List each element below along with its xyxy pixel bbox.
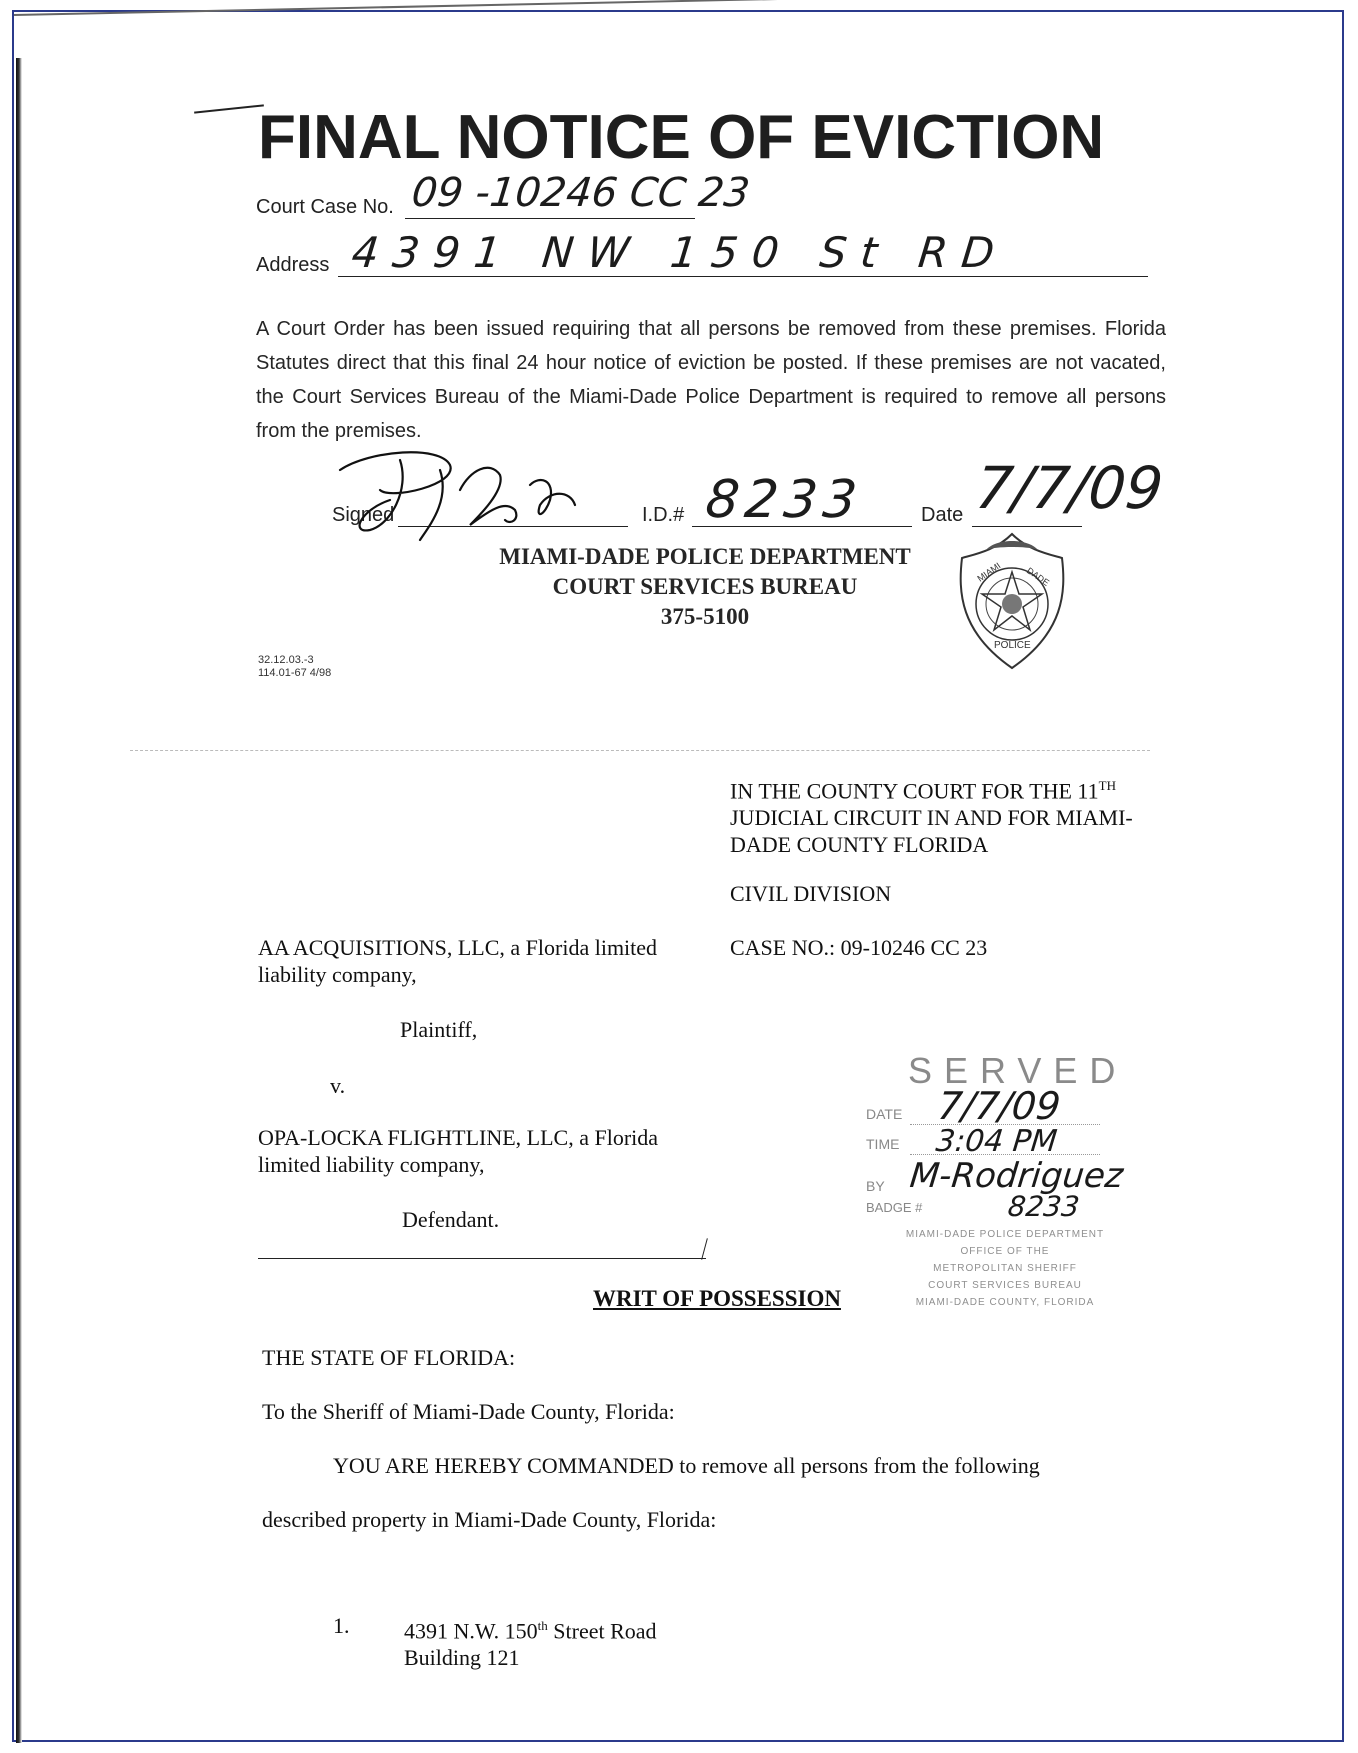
form-code-line1: 32.12.03.-3 (258, 654, 314, 666)
item-address: 4391 N.W. 150 (404, 1618, 538, 1644)
court-line-1: IN THE COUNTY COURT FOR THE 11 (730, 778, 1099, 804)
stamp-time-value: 3:04 PM (934, 1124, 1059, 1159)
command-line-2: described property in Miami-Dade County, Florida: (262, 1507, 717, 1532)
writ-title: WRIT OF POSSESSION (593, 1286, 841, 1311)
signed-label: Signed (332, 504, 395, 526)
seal-text-right: DADE (1024, 565, 1052, 588)
to-sheriff: To the Sheriff of Miami-Dade County, Florida: (262, 1399, 675, 1424)
caption-rule (258, 1258, 706, 1259)
command-line-1: YOU ARE HEREBY COMMANDED to remove all persons from the following (333, 1453, 1040, 1478)
defendant-line-2: limited liability company, (258, 1152, 485, 1177)
court-case-line (405, 218, 695, 219)
court-line-2: JUDICIAL CIRCUIT IN AND FOR MIAMI- (730, 805, 1133, 831)
form-code-line2: 114.01-67 4/98 (258, 667, 332, 679)
seal-text-bottom: POLICE (994, 640, 1031, 651)
stamp-by-label: BY (866, 1178, 885, 1194)
defendant-name (258, 1124, 718, 1178)
address-value: 4391 NW 150 St RD (349, 228, 1011, 277)
defendant-label: Defendant. (402, 1207, 500, 1232)
stamp-time-label: TIME (866, 1136, 900, 1152)
item-address-end: Street Road (547, 1618, 657, 1644)
date-value: 7/7/09 (972, 454, 1167, 522)
served-stamp (858, 1050, 1158, 1320)
stamp-line-4: COURT SERVICES BUREAU (928, 1280, 1082, 1291)
scan-edge-left (16, 58, 22, 1743)
stamp-line-2: OFFICE OF THE (960, 1246, 1050, 1257)
address-label: Address (256, 254, 330, 276)
notice-title: FINAL NOTICE OF EVICTION (258, 103, 1105, 172)
plaintiff-label: Plaintiff, (400, 1017, 478, 1042)
versus: v. (330, 1073, 346, 1098)
property-item (404, 1612, 657, 1671)
court-case-value: 09 -10246 CC 23 (409, 170, 752, 216)
signature-image (330, 430, 600, 560)
stamp-line-5: MIAMI-DADE COUNTY, FLORIDA (915, 1297, 1095, 1308)
notice-paragraph: A Court Order has been issued requiring that all persons be removed from these premises. Florida Statutes direct that this final 24 hour notice of eviction be posted. If these premises are not vacated, the Court Services Bureau of the Miami-Dade Police Department is required to remove all persons from the premises. (256, 318, 1166, 442)
plaintiff-line-2: liability company, (258, 962, 417, 987)
stamp-line-3: METROPOLITAN SHERIFF (933, 1263, 1077, 1274)
item-number: 1. (333, 1613, 350, 1638)
state-of-florida: THE STATE OF FLORIDA: (262, 1345, 516, 1370)
court-case-label: Court Case No. (256, 196, 394, 218)
stamp-badge-value: 8233 (1006, 1190, 1081, 1223)
plaintiff-name (258, 934, 718, 988)
stamp-footer (860, 1226, 1150, 1311)
stamp-badge-label: BADGE # (866, 1200, 923, 1215)
stamp-date-label: DATE (866, 1106, 903, 1122)
plaintiff-line-1: AA ACQUISITIONS, LLC, a Florida limited (258, 935, 658, 960)
id-value: 8233 (702, 470, 866, 530)
defendant-line-1: OPA-LOCKA FLIGHTLINE, LLC, a Florida (258, 1125, 659, 1150)
form-code (258, 654, 331, 680)
item-address-sup: th (537, 1618, 548, 1633)
stamp-date-value: 7/7/09 (935, 1084, 1063, 1128)
bureau-name: COURT SERVICES BUREAU (552, 574, 858, 599)
stamp-line-1: MIAMI-DADE POLICE DEPARTMENT (905, 1229, 1105, 1240)
court-line-1-sup: TH (1098, 778, 1116, 793)
civil-division: CIVIL DIVISION (730, 881, 892, 906)
case-number: CASE NO.: 09-10246 CC 23 (730, 935, 988, 960)
date-label: Date (921, 504, 964, 526)
court-line-3: DADE COUNTY FLORIDA (730, 832, 989, 858)
department-name: MIAMI-DADE POLICE DEPARTMENT (499, 544, 911, 569)
court-caption (730, 772, 1180, 858)
seal-text-left: MIAMI (975, 560, 1003, 584)
served-title: SERVED (908, 1050, 1128, 1091)
item-building: Building 121 (404, 1645, 520, 1671)
date-line (972, 526, 1082, 527)
department-block (480, 542, 930, 632)
page-separator (130, 750, 1150, 751)
id-label: I.D.# (642, 504, 685, 526)
police-badge-icon (956, 532, 1068, 672)
stamp-by-value: M-Rodriguez (907, 1156, 1126, 1196)
department-phone: 375-5100 (660, 604, 750, 629)
